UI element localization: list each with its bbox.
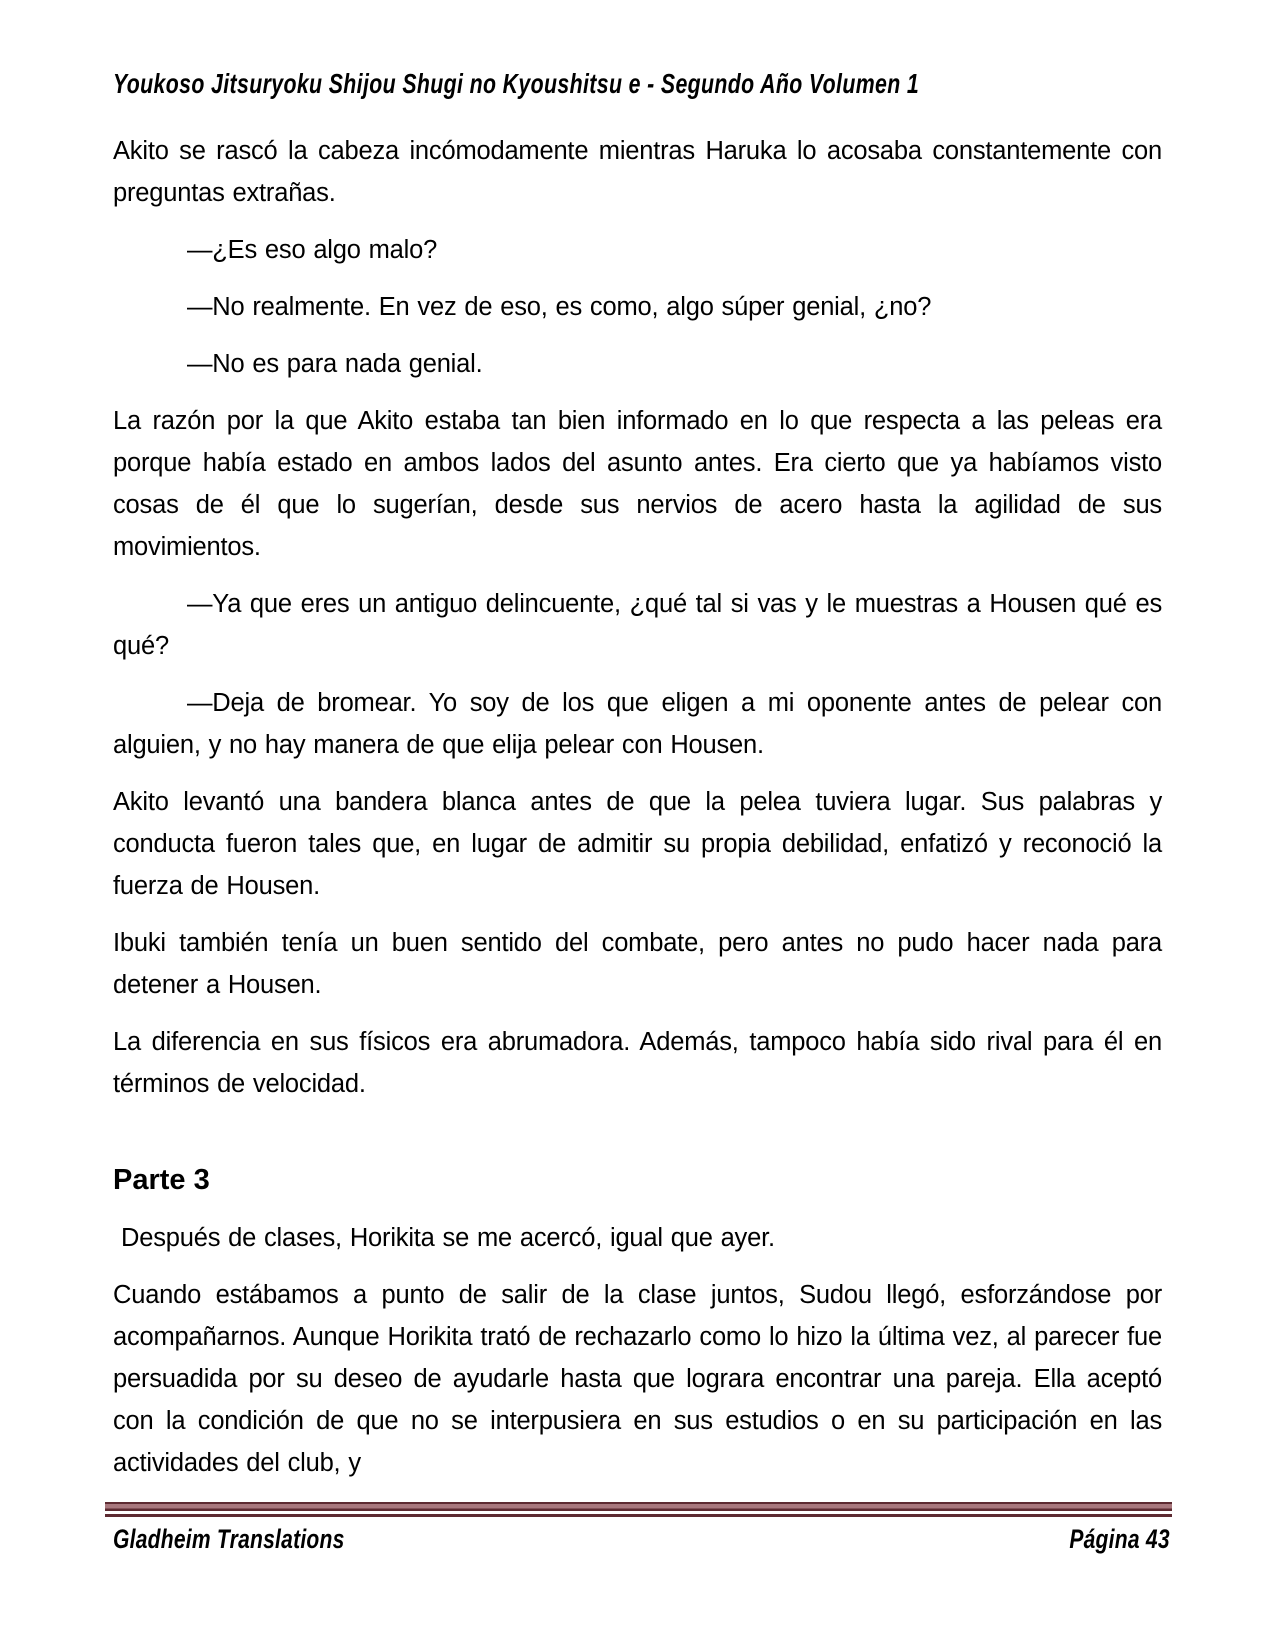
paragraph: La diferencia en sus físicos era abrumadora. Además, tampoco había sido rival para él en términos de velocidad. — [113, 1028, 1162, 1098]
page-header — [113, 68, 1162, 100]
section-heading: Parte 3 — [113, 1164, 210, 1196]
dialogue-line: —Ya que eres un antiguo delincuente, ¿qué tal si vas y le muestras a Housen qué es qué? — [113, 590, 1162, 660]
footer-divider-rule — [105, 1502, 1172, 1517]
paragraph: Akito se rascó la cabeza incómodamente mientras Haruka lo acosaba constantemente con preguntas extrañas. — [113, 137, 1162, 207]
page-number: Página 43 — [1069, 1524, 1170, 1554]
paragraph: La razón por la que Akito estaba tan bien informado en lo que respecta a las peleas era porque había estado en ambos lados del asunto antes. Era cierto que ya habíamos visto cosas de él que lo sugerían, desde sus nervios de acero hasta la agilidad de sus movimientos. — [113, 407, 1162, 561]
page-footer — [113, 1524, 1170, 1560]
dialogue-line: —No realmente. En vez de eso, es como, algo súper genial, ¿no? — [187, 293, 932, 321]
paragraph: Ibuki también tenía un buen sentido del combate, pero antes no pudo hacer nada para detener a Housen. — [113, 929, 1162, 999]
paragraph: Después de clases, Horikita se me acercó, igual que ayer. — [121, 1224, 775, 1252]
dialogue-line: —Deja de bromear. Yo soy de los que eligen a mi oponente antes de pelear con alguien, y no hay manera de que elija pelear con Housen. — [113, 689, 1162, 759]
body-text — [113, 130, 1162, 1499]
volume-title: Youkoso Jitsuryoku Shijou Shugi no Kyoushitsu e - Segundo Año Volumen 1 — [113, 68, 920, 99]
dialogue-line: —¿Es eso algo malo? — [187, 236, 438, 264]
translator-credit: Gladheim Translations — [113, 1524, 345, 1554]
footer-rule-thick-line — [105, 1502, 1172, 1511]
dialogue-line: —No es para nada genial. — [187, 350, 483, 378]
paragraph: Akito levantó una bandera blanca antes de que la pelea tuviera lugar. Sus palabras y conducta fueron tales que, en lugar de admitir su propia debilidad, enfatizó y reconoció la fuerza de Housen. — [113, 788, 1162, 900]
paragraph: Cuando estábamos a punto de salir de la clase juntos, Sudou llegó, esforzándose por acompañarnos. Aunque Horikita trató de rechazarlo como lo hizo la última vez, al parecer fue persuadida por su deseo de ayudarle hasta que lograra encontrar una pareja. Ella aceptó con la condición de que no se interpusiera en sus estudios o en su participación en las actividades del club, y — [113, 1281, 1162, 1477]
footer-rule-thin-line — [105, 1514, 1172, 1517]
